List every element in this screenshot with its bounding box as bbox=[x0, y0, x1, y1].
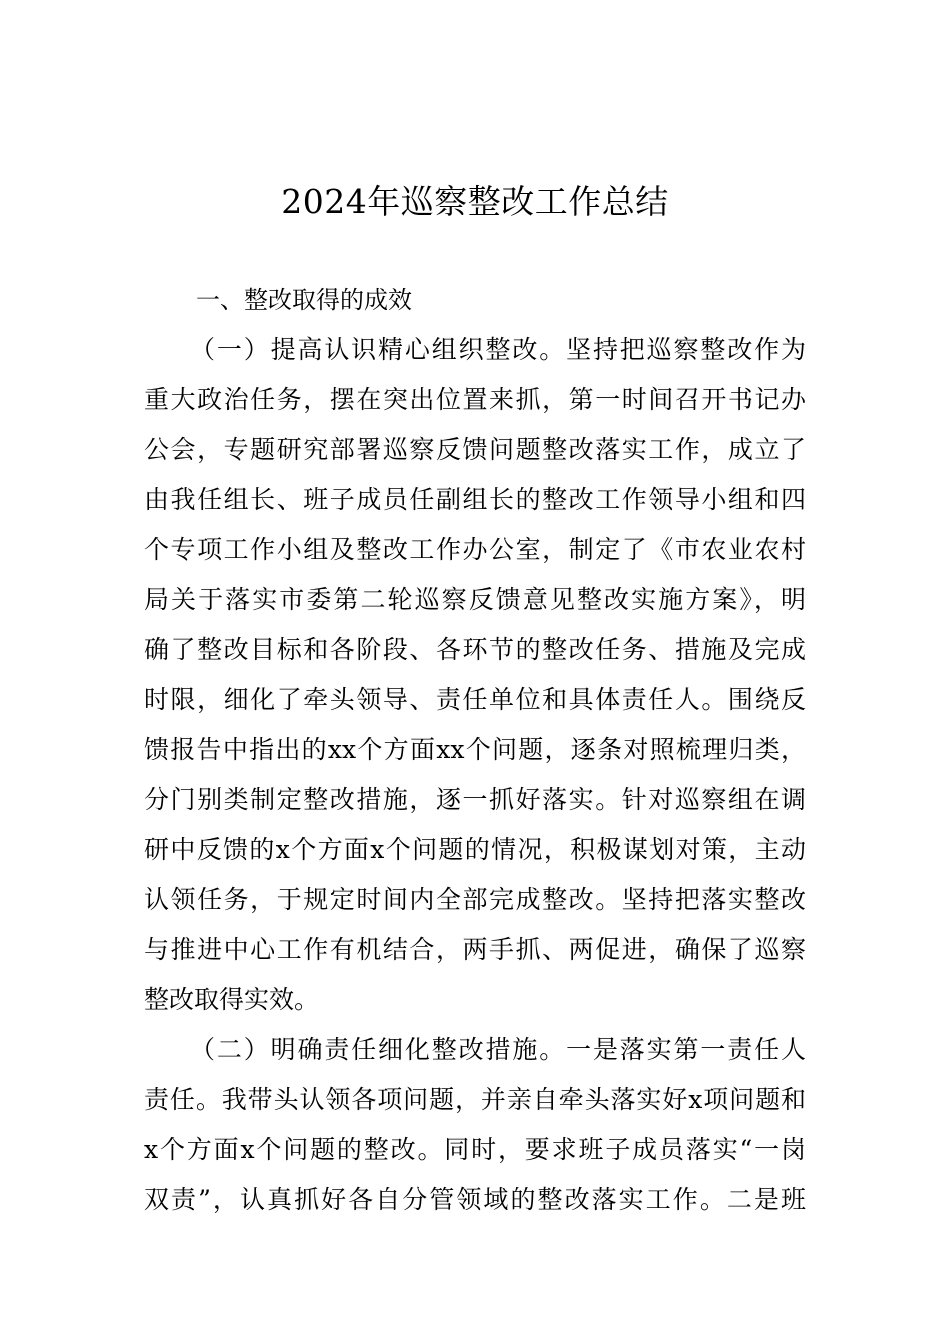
paragraph-line: 研中反馈的x个方面x个问题的情况，积极谋划对策，主动 bbox=[144, 835, 806, 864]
paragraph-line: 确了整改目标和各阶段、各环节的整改任务、措施及完成 bbox=[144, 635, 806, 664]
paragraph-line: 责任。我带头认领各项问题，并亲自牵头落实好x项问题和 bbox=[144, 1085, 806, 1114]
paragraph-line: 个专项工作小组及整改工作办公室，制定了《市农业农村 bbox=[144, 535, 806, 564]
paragraph-line: 认领任务，于规定时间内全部完成整改。坚持把落实整改 bbox=[144, 885, 806, 914]
document-title: 2024年巡察整改工作总结 bbox=[281, 182, 669, 221]
paragraph-line: 由我任组长、班子成员任副组长的整改工作领导小组和四 bbox=[144, 485, 806, 514]
paragraph-line: （二）明确责任细化整改措施。一是落实第一责任人 bbox=[190, 1035, 806, 1064]
paragraph-line: x个方面x个问题的整改。同时，要求班子成员落实“一岗 bbox=[144, 1135, 806, 1164]
paragraph-line: 馈报告中指出的xx个方面xx个问题，逐条对照梳理归类， bbox=[144, 735, 806, 764]
paragraph-line: 局关于落实市委第二轮巡察反馈意见整改实施方案》，明 bbox=[144, 585, 806, 614]
paragraph-line: 双责”，认真抓好各自分管领域的整改落实工作。二是班 bbox=[144, 1185, 806, 1214]
paragraph-line: 分门别类制定整改措施，逐一抓好落实。针对巡察组在调 bbox=[144, 785, 806, 814]
paragraph-line: （一）提高认识精心组织整改。坚持把巡察整改作为 bbox=[190, 335, 806, 364]
paragraph-line: 与推进中心工作有机结合，两手抓、两促进，确保了巡察 bbox=[144, 935, 806, 964]
paragraph-line: 时限，细化了牵头领导、责任单位和具体责任人。围绕反 bbox=[144, 685, 806, 714]
section-heading: 一、整改取得的成效 bbox=[196, 286, 412, 314]
paragraph-line: 重大政治任务，摆在突出位置来抓，第一时间召开书记办 bbox=[144, 385, 806, 414]
paragraph-line: 整改取得实效。 bbox=[144, 985, 320, 1014]
paragraph-line: 公会，专题研究部署巡察反馈问题整改落实工作，成立了 bbox=[144, 435, 806, 464]
